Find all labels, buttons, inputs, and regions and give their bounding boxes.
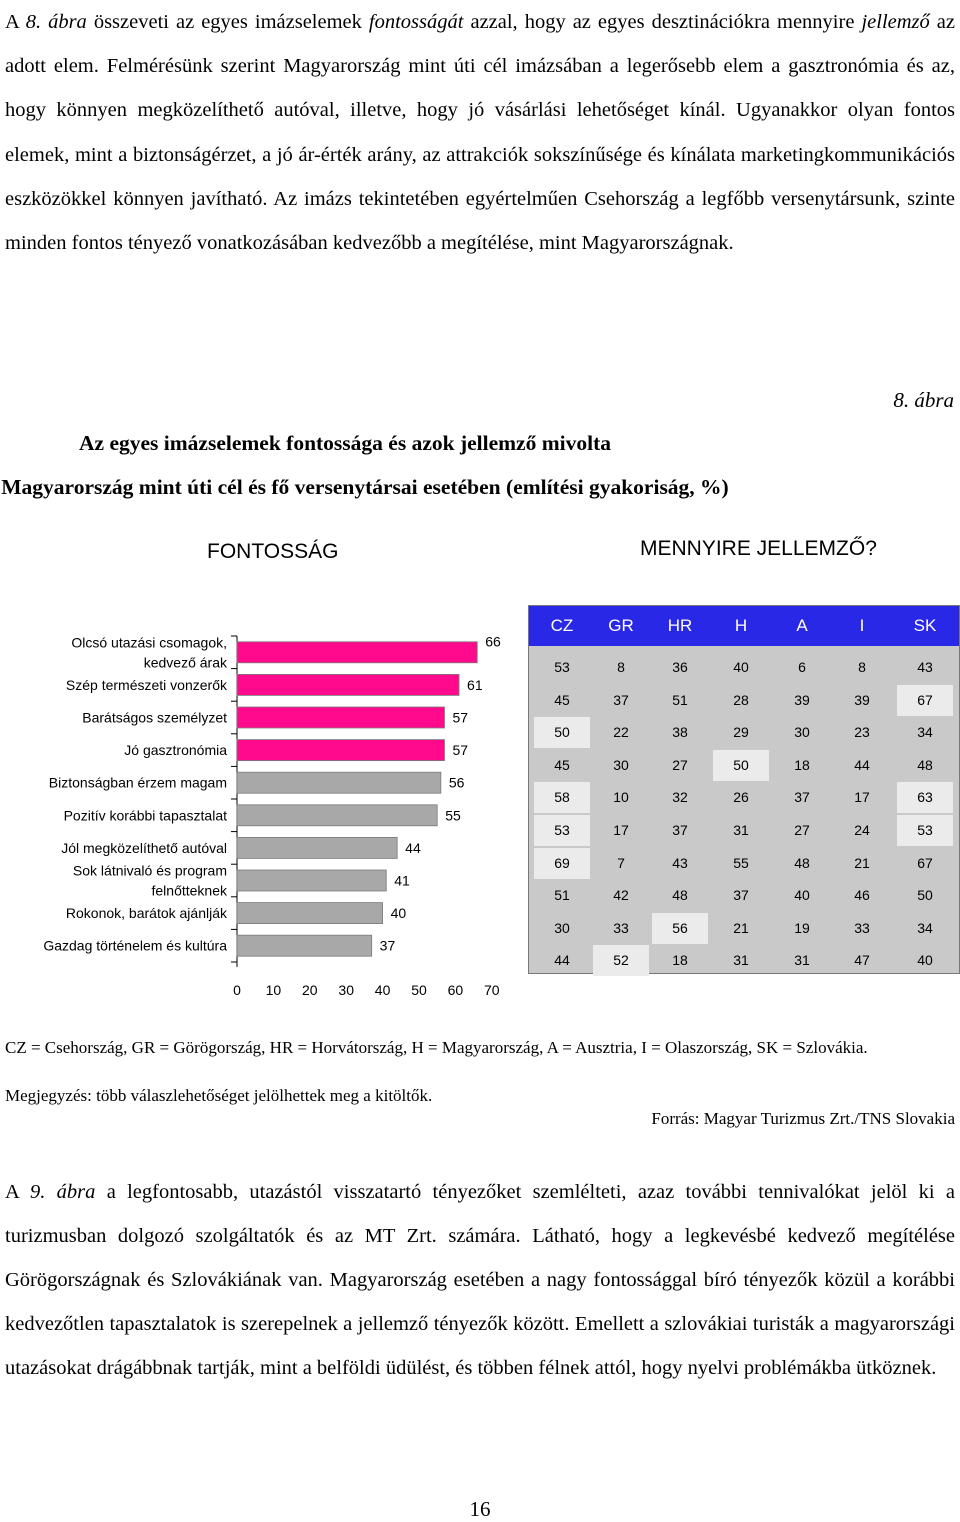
matrix-cell: 48	[794, 854, 810, 871]
characteristic-matrix	[528, 605, 960, 974]
matrix-column-header: HR	[667, 616, 693, 635]
bar	[237, 837, 397, 858]
matrix-cell: 48	[917, 756, 933, 773]
matrix-cell: 55	[733, 854, 749, 871]
matrix-cell: 43	[917, 659, 933, 675]
remark-note: Megjegyzés: több válaszlehetőséget jelölhettek meg a kitöltők.	[5, 1086, 433, 1105]
category-label: Sok látnivaló és program felnőtteknek	[72, 862, 227, 899]
matrix-cell: 37	[613, 691, 629, 708]
matrix-cell: 50	[917, 887, 933, 904]
x-tick-label: 10	[265, 982, 282, 998]
matrix-cell: 26	[733, 789, 749, 806]
importance-bar-chart	[0, 605, 520, 1005]
intro-figure-ref: 8. ábra	[25, 11, 87, 33]
bar	[237, 772, 441, 793]
category-label: Olcsó utazási csomagok, kedvező árak	[71, 634, 227, 671]
matrix-cell: 37	[733, 887, 749, 904]
matrix-cell: 7	[617, 854, 625, 871]
matrix-cell: 34	[917, 724, 933, 741]
outro-text-b: a legfontosabb, utazástól visszatartó tényezőket szemlélteti, azaz további tennivalókat jelöl ki a turizmusban dolgozó szolgáltatók és az MT Zrt. számára. Látható, hogy a legkevésbé kedvező megítélése Görögországnak és Szlovákiának van. Magyarország esetében a nagy fontossággal bíró tényezők közül a korábbi kedvezőtlen tapasztalatok is szerepelnek a jellemző tényezők között. Emellett a szlovákiai turisták a magyarországi utazásokat drágábbnak tartják, mint a belföldi üdülést, és többen félnek attól, hogy nyelvi problémákba ütköznek.	[5, 1181, 955, 1379]
matrix-cell: 67	[917, 854, 933, 871]
matrix-cell: 50	[554, 724, 570, 741]
matrix-cell: 31	[733, 952, 749, 969]
matrix-cell: 53	[917, 822, 933, 838]
category-label: Gazdag történelem és kultúra	[43, 937, 227, 954]
matrix-cell: 21	[854, 854, 870, 871]
matrix-cell: 21	[733, 919, 749, 936]
matrix-cell: 63	[917, 789, 933, 806]
bar-value-label: 37	[379, 937, 396, 954]
matrix-cell: 47	[854, 952, 870, 969]
figure-title-line2: Magyarország mint úti cél és fő versenytársai esetében (említési gyakoriság, %)	[1, 475, 729, 499]
matrix-cell: 28	[733, 691, 749, 708]
intro-text-c: azzal, hogy az egyes desztinációkra mennyire	[463, 11, 862, 33]
matrix-cell: 44	[854, 756, 870, 773]
matrix-cell: 30	[554, 919, 570, 936]
bar-value-label: 44	[405, 839, 421, 856]
matrix-cell: 30	[613, 756, 629, 773]
matrix-cell: 37	[672, 822, 688, 838]
x-tick-label: 40	[374, 982, 391, 998]
matrix-cell: 19	[794, 919, 810, 936]
figure-number: 8. ábra	[893, 388, 954, 412]
matrix-cell: 53	[554, 822, 570, 838]
matrix-cell: 67	[917, 691, 933, 708]
intro-text-a: A	[5, 11, 26, 33]
matrix-cell: 10	[613, 789, 629, 806]
matrix-cell: 39	[794, 691, 810, 708]
category-label: Barátságos személyzet	[82, 709, 227, 726]
bar-value-label: 66	[485, 633, 501, 650]
matrix-cell: 29	[733, 724, 749, 741]
matrix-column-header: A	[796, 616, 808, 635]
matrix-cell: 6	[798, 659, 806, 675]
bar-value-label: 61	[467, 676, 483, 693]
matrix-cell: 48	[672, 887, 688, 904]
bar	[237, 805, 437, 826]
matrix-cell: 27	[794, 822, 810, 838]
bar	[237, 935, 372, 956]
matrix-cell: 33	[854, 919, 870, 936]
matrix-cell: 40	[733, 659, 749, 675]
matrix-cell: 38	[672, 724, 688, 741]
matrix-cell: 17	[854, 789, 870, 806]
matrix-cell: 40	[917, 952, 933, 969]
matrix-cell: 69	[554, 854, 570, 871]
matrix-cell: 51	[672, 691, 688, 708]
matrix-cell: 39	[854, 691, 870, 708]
x-tick-label: 0	[233, 982, 241, 998]
matrix-cell: 51	[554, 887, 570, 904]
matrix-cell: 43	[672, 854, 688, 871]
category-label: Rokonok, barátok ajánlják	[65, 905, 227, 922]
matrix-cell: 37	[794, 789, 810, 806]
bar-value-label: 55	[445, 807, 461, 824]
matrix-cell: 24	[854, 822, 870, 838]
source-note: Forrás: Magyar Turizmus Zrt./TNS Slovakia	[651, 1109, 955, 1128]
bar	[237, 707, 444, 728]
abbreviation-note: CZ = Csehország, GR = Görögország, HR = Horvátország, H = Magyarország, A = Ausztria, I = Olaszország, SK = Szlovákia.	[5, 1038, 868, 1057]
importance-heading: FONTOSSÁG	[207, 540, 339, 563]
x-tick-label: 70	[484, 982, 500, 998]
matrix-cell: 30	[794, 724, 810, 741]
category-label: Jól megközelíthető autóval	[61, 839, 227, 856]
x-tick-label: 30	[338, 982, 354, 998]
x-tick-label: 60	[447, 982, 464, 998]
matrix-cell: 40	[794, 887, 810, 904]
matrix-cell: 22	[613, 724, 629, 741]
intro-fontossag: fontosságát	[368, 11, 464, 33]
matrix-column-header: H	[734, 616, 748, 635]
outro-paragraph	[5, 1170, 955, 1390]
bar	[237, 740, 444, 761]
matrix-cell: 56	[672, 919, 688, 936]
matrix-column-header: I	[859, 616, 865, 635]
x-tick-label: 20	[302, 982, 318, 998]
matrix-cell: 44	[554, 952, 570, 969]
bar-value-label: 57	[452, 709, 469, 726]
matrix-cell: 31	[733, 822, 749, 838]
category-label: Biztonságban érzem magam	[48, 774, 227, 791]
matrix-cell: 18	[794, 756, 810, 773]
category-label: Pozitív korábbi tapasztalat	[63, 807, 227, 824]
intro-jellemzo: jellemző	[861, 11, 930, 33]
matrix-cell: 45	[554, 756, 570, 773]
bar	[237, 870, 386, 891]
category-label: Jó gasztronómia	[124, 742, 227, 759]
bar-value-label: 56	[448, 774, 465, 791]
outro-figure-ref: 9. ábra	[29, 1181, 96, 1203]
outro-text-a: A	[5, 1181, 30, 1203]
characteristic-heading: MENNYIRE JELLEMZŐ?	[640, 537, 877, 560]
matrix-cell: 23	[854, 724, 870, 741]
page-number: 16	[469, 1497, 491, 1521]
bar	[237, 674, 459, 695]
matrix-cell: 27	[672, 756, 688, 773]
matrix-cell: 33	[613, 919, 629, 936]
matrix-cell: 17	[613, 822, 629, 838]
x-tick-label: 50	[411, 982, 427, 998]
matrix-cell: 34	[917, 919, 933, 936]
matrix-cell: 50	[733, 756, 749, 773]
matrix-cell: 42	[613, 887, 629, 904]
intro-text-d: az adott elem. Felmérésünk szerint Magyarország mint úti cél imázsában a legerősebb elem a gasztronómia és az, hogy könnyen megközelíthető autóval, illetve, hogy jó vásárlási lehetőséget kínál. Ugyanakkor olyan fontos elemek, mint a biztonságérzet, a jó ár-érték arány, az attrakciók sokszínűsége és kínálata marketingkommunikációs eszközökkel könnyen javítható. Az imázs tekintetében egyértelműen Csehország a legfőbb versenytársunk, szinte minden fontos tényező vonatkozásában kedvezőbb a megítélése, mint Magyarországnak.	[5, 11, 955, 255]
matrix-cell: 53	[554, 659, 570, 675]
matrix-cell: 58	[554, 789, 570, 806]
matrix-column-header: GR	[608, 616, 634, 635]
matrix-column-header: SK	[913, 616, 937, 635]
intro-paragraph	[5, 0, 955, 265]
category-label: Szép természeti vonzerők	[65, 676, 227, 693]
bar-value-label: 40	[390, 905, 407, 922]
matrix-cell: 18	[672, 952, 688, 969]
matrix-cell: 31	[794, 952, 810, 969]
matrix-cell: 36	[672, 659, 688, 675]
bar	[237, 642, 477, 663]
matrix-cell: 45	[554, 691, 570, 708]
bar	[237, 903, 383, 924]
matrix-cell: 46	[854, 887, 870, 904]
intro-text-b: összeveti az egyes imázselemek	[86, 11, 369, 33]
figure-title-line1: Az egyes imázselemek fontossága és azok jellemző mivolta	[79, 431, 611, 455]
matrix-column-header: CZ	[550, 616, 574, 635]
matrix-cell: 52	[613, 952, 629, 969]
bar-value-label: 41	[394, 872, 410, 889]
bar-value-label: 57	[452, 742, 469, 759]
matrix-cell: 32	[672, 789, 688, 806]
matrix-cell: 8	[617, 659, 625, 675]
matrix-cell: 8	[858, 659, 866, 675]
